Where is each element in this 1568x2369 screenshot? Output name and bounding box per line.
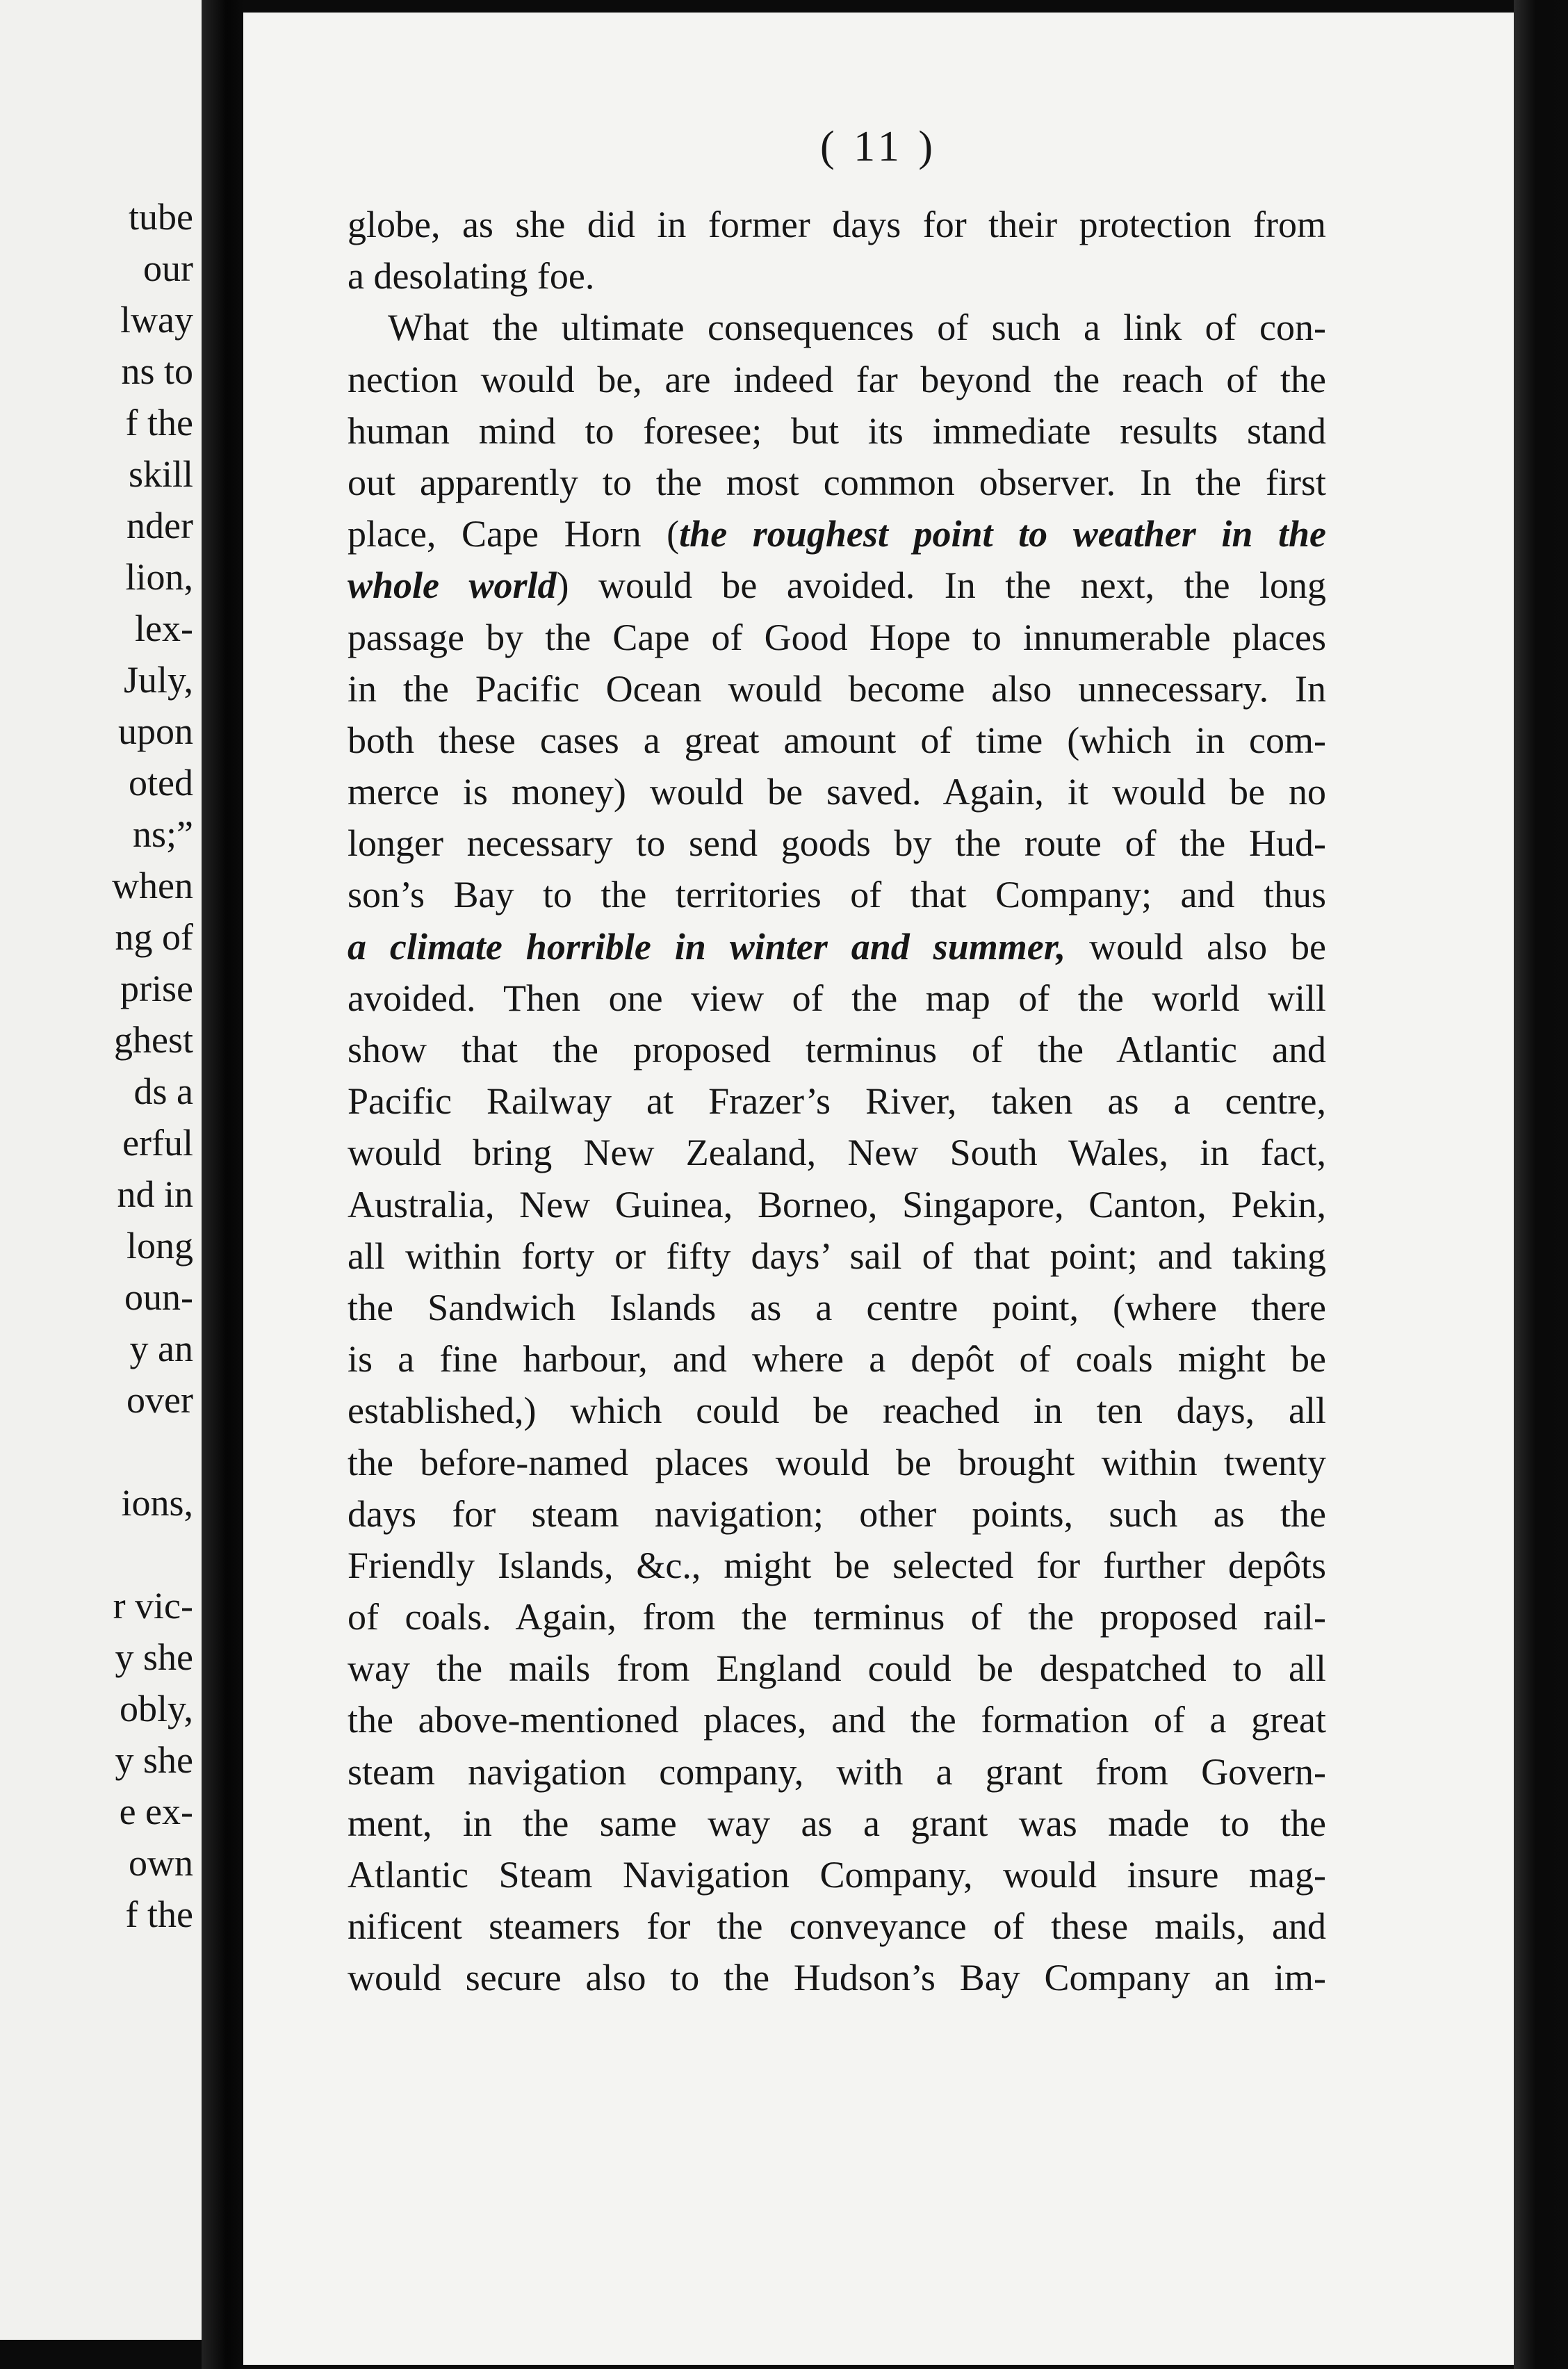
facing-page-line: nder xyxy=(126,505,193,546)
facing-page-line: f the xyxy=(125,1894,193,1935)
text-line xyxy=(348,1540,1326,1591)
text-line xyxy=(348,612,1326,663)
facing-page-line: when xyxy=(112,865,193,906)
text-line xyxy=(348,250,1326,302)
facing-page-line: prise xyxy=(120,968,193,1009)
text-segment: the Sandwich Islands as a centre point, (where there xyxy=(348,1286,1326,1328)
text-segment: nificent steamers for the conveyance of these mails, and xyxy=(348,1905,1326,1948)
text-segment: way the mails from England could be despatched to all xyxy=(348,1647,1326,1690)
facing-page-line: y an xyxy=(129,1328,193,1369)
text-line xyxy=(348,972,1326,1024)
text-line xyxy=(348,302,1326,353)
text-segment: is a fine harbour, and where a depôt of coals might be xyxy=(348,1338,1326,1381)
text-segment: established,) which could be reached in ten days, all xyxy=(348,1390,1326,1432)
text-segment: Australia, New Guinea, Borneo, Singapore, Canton, Pekin, xyxy=(348,1183,1326,1226)
text-line xyxy=(348,560,1326,611)
italic-text: whole world xyxy=(348,564,557,607)
facing-page-line xyxy=(112,1529,193,1580)
text-segment: globe, as she did in former days for their protection from xyxy=(348,204,1326,245)
text-segment: a desolating foe. xyxy=(348,255,595,298)
text-segment: the above-mentioned places, and the formation of a great xyxy=(348,1699,1326,1741)
text-line xyxy=(348,869,1326,920)
text-segment: son’s Bay to the territories of that Company; and thus xyxy=(348,874,1326,916)
facing-page-line: upon xyxy=(118,710,193,752)
facing-page-line: obly, xyxy=(120,1688,193,1729)
facing-page-line: ns to xyxy=(121,350,193,392)
italic-text: the roughest point to weather in the xyxy=(679,513,1326,555)
text-segment: nection would be, are indeed far beyond the reach of the xyxy=(348,358,1326,400)
italic-text: a climate horrible in winter and summer, xyxy=(348,925,1066,968)
text-segment: out apparently to the most common observer. In the first xyxy=(348,461,1326,503)
facing-page-line: ng of xyxy=(115,916,193,958)
text-line xyxy=(348,715,1326,766)
text-segment: longer necessary to send goods by the route of the Hud- xyxy=(348,822,1326,865)
facing-page-line: skill xyxy=(128,453,193,495)
text-segment: Friendly Islands, &c., might be selected for further depôts xyxy=(348,1544,1326,1586)
facing-page-line: our xyxy=(143,247,193,289)
text-segment: days for steam navigation; other points, such as the xyxy=(348,1492,1326,1535)
text-segment: merce is money) would be saved. Again, it would be no xyxy=(348,771,1326,813)
text-segment: human mind to foresee; but its immediate results stand xyxy=(348,409,1326,452)
text-line xyxy=(348,1075,1326,1127)
text-line xyxy=(348,1024,1326,1075)
text-segment: steam navigation company, with a grant from Govern- xyxy=(348,1750,1326,1793)
facing-page-line xyxy=(112,1426,193,1477)
facing-page-line: e ex- xyxy=(119,1791,193,1832)
text-line xyxy=(348,1437,1326,1488)
facing-page-line: lion, xyxy=(125,556,193,598)
facing-page-line: erful xyxy=(122,1122,193,1164)
facing-page-line: tube xyxy=(129,196,193,238)
text-segment: avoided. Then one view of the map of the world will xyxy=(348,977,1326,1019)
facing-page-line: nd in xyxy=(117,1173,193,1215)
text-line xyxy=(348,1643,1326,1694)
text-line xyxy=(348,1333,1326,1385)
text-segment: Pacific Railway at Frazer’s River, taken as a centre, xyxy=(348,1080,1326,1123)
facing-page-line: oted xyxy=(129,762,193,804)
facing-page-line: ghest xyxy=(114,1019,193,1061)
text-line xyxy=(348,1798,1326,1849)
text-line xyxy=(348,1127,1326,1178)
book-page xyxy=(243,13,1514,2365)
text-segment: would also be xyxy=(1065,925,1326,968)
text-segment: show that the proposed terminus of the Atlantic and xyxy=(348,1029,1326,1070)
page-edge xyxy=(1514,0,1568,2369)
text-line xyxy=(348,1385,1326,1436)
text-segment: of coals. Again, from the terminus of the proposed rail- xyxy=(348,1596,1326,1638)
facing-page-line: long xyxy=(126,1225,193,1267)
text-segment: passage by the Cape of Good Hope to innumerable places xyxy=(348,616,1326,658)
text-segment: the before-named places would be brought within twenty xyxy=(348,1441,1326,1483)
text-line xyxy=(348,766,1326,817)
text-line xyxy=(348,508,1326,560)
text-line xyxy=(348,457,1326,508)
facing-page-line: y she xyxy=(115,1636,193,1678)
book-gutter xyxy=(202,0,243,2369)
facing-page-line: own xyxy=(129,1842,193,1884)
page-number: ( 11 ) xyxy=(820,123,937,170)
text-segment: all within forty or fifty days’ sail of that point; and taking xyxy=(348,1235,1326,1277)
facing-page-line: ds a xyxy=(133,1070,193,1112)
text-segment: would secure also to the Hudson’s Bay Company an im- xyxy=(348,1957,1326,1999)
facing-page-line: oun- xyxy=(124,1276,193,1318)
text-line xyxy=(348,921,1326,972)
facing-page-line: over xyxy=(126,1379,193,1421)
facing-page-line: lex- xyxy=(135,608,193,649)
facing-page-line: y she xyxy=(115,1739,193,1781)
text-segment: Atlantic Steam Navigation Company, would insure mag- xyxy=(348,1854,1326,1896)
text-line xyxy=(348,817,1326,869)
text-line xyxy=(348,1746,1326,1798)
text-line xyxy=(348,1230,1326,1282)
text-line xyxy=(348,1179,1326,1230)
text-line xyxy=(348,1282,1326,1333)
facing-page-line: r vic- xyxy=(113,1585,193,1627)
facing-page xyxy=(0,0,202,2340)
text-line xyxy=(348,1591,1326,1643)
text-line xyxy=(348,663,1326,715)
facing-page-line: ions, xyxy=(121,1482,193,1524)
text-line xyxy=(348,1952,1326,2003)
text-line xyxy=(348,1900,1326,1952)
text-segment: What the ultimate consequences of such a link of con- xyxy=(388,307,1326,349)
body-text xyxy=(348,199,1326,2004)
facing-page-line: July, xyxy=(123,659,193,701)
text-segment: place, Cape Horn ( xyxy=(348,513,680,555)
text-segment: would bring New Zealand, New South Wales, in fact, xyxy=(348,1132,1326,1174)
text-line xyxy=(348,354,1326,405)
text-line xyxy=(348,405,1326,457)
facing-page-line: ns;” xyxy=(133,813,193,855)
text-line xyxy=(348,1849,1326,1900)
text-segment: both these cases a great amount of time (which in com- xyxy=(348,719,1326,761)
text-line xyxy=(348,1694,1326,1745)
text-segment: ) would be avoided. In the next, the long xyxy=(556,564,1326,607)
facing-page-line: lway xyxy=(120,299,193,341)
text-line xyxy=(348,199,1326,250)
facing-page-line: f the xyxy=(125,402,193,443)
facing-page-text xyxy=(112,191,193,1940)
text-line xyxy=(348,1488,1326,1540)
text-segment: in the Pacific Ocean would become also unnecessary. In xyxy=(348,667,1326,710)
text-segment: ment, in the same way as a grant was made to the xyxy=(348,1802,1326,1844)
